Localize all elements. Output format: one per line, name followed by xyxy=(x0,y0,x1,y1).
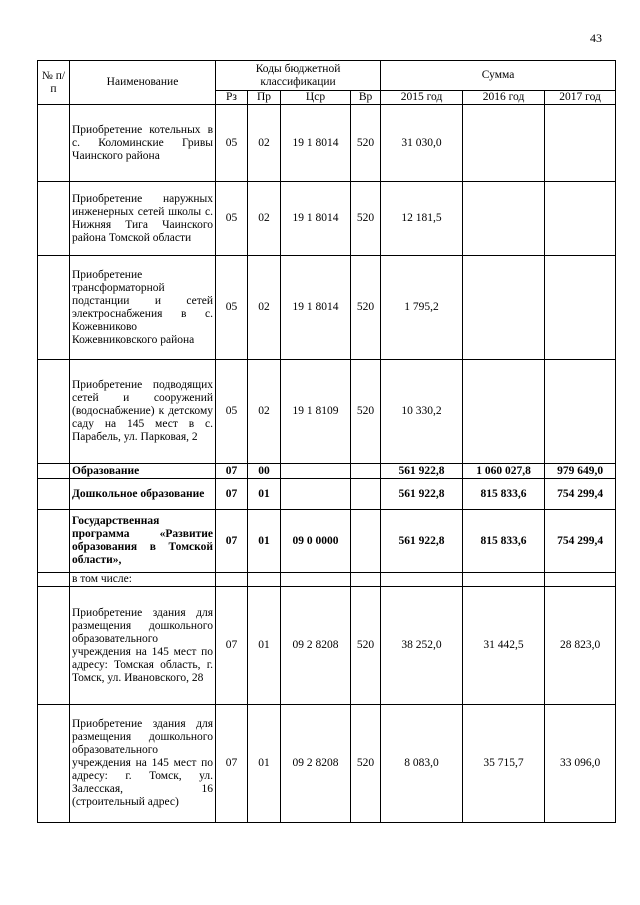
cell-csr xyxy=(281,479,351,510)
cell-csr: 19 1 8014 xyxy=(281,256,351,360)
cell-2015: 12 181,5 xyxy=(381,182,463,256)
header-codes: Коды бюджетной классификации xyxy=(216,61,381,91)
header-csr: Цср xyxy=(281,91,351,105)
header-row-top xyxy=(38,61,616,91)
cell-num xyxy=(38,705,70,823)
cell-2016 xyxy=(463,105,545,182)
cell-num xyxy=(38,360,70,464)
cell-2017 xyxy=(545,573,616,587)
cell-vr xyxy=(351,464,381,479)
cell-csr: 09 2 8208 xyxy=(281,587,351,705)
table-row xyxy=(38,464,616,479)
table-row xyxy=(38,105,616,182)
cell-csr: 19 1 8014 xyxy=(281,182,351,256)
cell-2016: 31 442,5 xyxy=(463,587,545,705)
cell-vr xyxy=(351,510,381,573)
header-2017: 2017 год xyxy=(545,91,616,105)
table-row xyxy=(38,573,616,587)
cell-2015: 561 922,8 xyxy=(381,479,463,510)
cell-num xyxy=(38,479,70,510)
cell-vr: 520 xyxy=(351,256,381,360)
cell-pr: 01 xyxy=(248,479,281,510)
cell-2016 xyxy=(463,256,545,360)
table-row xyxy=(38,587,616,705)
cell-pr: 01 xyxy=(248,587,281,705)
cell-pr: 02 xyxy=(248,360,281,464)
cell-name: в том числе: xyxy=(70,573,216,587)
cell-2015: 10 330,2 xyxy=(381,360,463,464)
cell-pr xyxy=(248,573,281,587)
cell-rz: 05 xyxy=(216,105,248,182)
cell-2017: 754 299,4 xyxy=(545,479,616,510)
cell-num xyxy=(38,256,70,360)
cell-pr: 02 xyxy=(248,182,281,256)
cell-pr: 01 xyxy=(248,510,281,573)
cell-num xyxy=(38,573,70,587)
cell-name: Приобретение котельных в с. Коломинские Гривы Чаинского района xyxy=(70,105,216,182)
cell-2017: 33 096,0 xyxy=(545,705,616,823)
cell-2016: 815 833,6 xyxy=(463,479,545,510)
cell-rz xyxy=(216,573,248,587)
cell-2015: 8 083,0 xyxy=(381,705,463,823)
cell-pr: 01 xyxy=(248,705,281,823)
cell-name: Приобретение трансформаторной подстанции и сетей электроснабжения в с. Кожевниково Кожевниковского района xyxy=(70,256,216,360)
cell-2017 xyxy=(545,105,616,182)
cell-2016 xyxy=(463,360,545,464)
cell-name: Приобретение наружных инженерных сетей школы с. Нижняя Тига Чаинского района Томской области xyxy=(70,182,216,256)
budget-table xyxy=(37,60,616,823)
cell-pr: 02 xyxy=(248,256,281,360)
cell-rz: 07 xyxy=(216,705,248,823)
cell-rz: 07 xyxy=(216,510,248,573)
cell-vr: 520 xyxy=(351,105,381,182)
cell-num xyxy=(38,587,70,705)
cell-num xyxy=(38,105,70,182)
cell-csr xyxy=(281,464,351,479)
cell-vr xyxy=(351,573,381,587)
cell-rz: 07 xyxy=(216,587,248,705)
cell-num xyxy=(38,464,70,479)
header-rz: Рз xyxy=(216,91,248,105)
cell-name: Приобретение подводящих сетей и сооружений (водоснабжение) к детскому саду на 145 мест в с. Парабель, ул. Парковая, 2 xyxy=(70,360,216,464)
cell-csr: 09 0 0000 xyxy=(281,510,351,573)
cell-2017: 28 823,0 xyxy=(545,587,616,705)
cell-csr: 09 2 8208 xyxy=(281,705,351,823)
cell-2016 xyxy=(463,182,545,256)
cell-rz: 05 xyxy=(216,256,248,360)
cell-rz: 05 xyxy=(216,182,248,256)
table-row xyxy=(38,360,616,464)
cell-name: Государственная программа «Развитие образования в Томской области», xyxy=(70,510,216,573)
cell-vr: 520 xyxy=(351,360,381,464)
cell-rz: 05 xyxy=(216,360,248,464)
cell-csr: 19 1 8109 xyxy=(281,360,351,464)
cell-vr: 520 xyxy=(351,587,381,705)
cell-2015: 38 252,0 xyxy=(381,587,463,705)
cell-2017 xyxy=(545,182,616,256)
cell-name: Приобретение здания для размещения дошкольного образовательного учреждения на 145 мест по адресу: Томская область, г. Томск, ул. Ивановского, 28 xyxy=(70,587,216,705)
cell-2016: 815 833,6 xyxy=(463,510,545,573)
header-num: № п/п xyxy=(38,61,70,105)
page-number: 43 xyxy=(590,31,602,45)
cell-num xyxy=(38,182,70,256)
cell-num xyxy=(38,510,70,573)
table-row xyxy=(38,182,616,256)
table-row xyxy=(38,705,616,823)
table-row xyxy=(38,479,616,510)
header-name: Наименование xyxy=(70,61,216,105)
cell-2017: 979 649,0 xyxy=(545,464,616,479)
cell-csr xyxy=(281,573,351,587)
cell-pr: 02 xyxy=(248,105,281,182)
cell-vr: 520 xyxy=(351,182,381,256)
header-2015: 2015 год xyxy=(381,91,463,105)
cell-2017 xyxy=(545,360,616,464)
cell-rz: 07 xyxy=(216,464,248,479)
cell-csr: 19 1 8014 xyxy=(281,105,351,182)
cell-2016 xyxy=(463,573,545,587)
header-2016: 2016 год xyxy=(463,91,545,105)
cell-name: Дошкольное образование xyxy=(70,479,216,510)
cell-2017: 754 299,4 xyxy=(545,510,616,573)
cell-2016: 1 060 027,8 xyxy=(463,464,545,479)
cell-pr: 00 xyxy=(248,464,281,479)
cell-2015: 31 030,0 xyxy=(381,105,463,182)
cell-2015: 561 922,8 xyxy=(381,464,463,479)
header-sum: Сумма xyxy=(381,61,616,91)
table-row xyxy=(38,510,616,573)
cell-2016: 35 715,7 xyxy=(463,705,545,823)
cell-2015: 561 922,8 xyxy=(381,510,463,573)
header-pr: Пр xyxy=(248,91,281,105)
header-vr: Вр xyxy=(351,91,381,105)
cell-2015 xyxy=(381,573,463,587)
cell-2017 xyxy=(545,256,616,360)
cell-name: Образование xyxy=(70,464,216,479)
cell-vr: 520 xyxy=(351,705,381,823)
table-row xyxy=(38,256,616,360)
cell-name: Приобретение здания для размещения дошкольного образовательного учреждения на 145 мест по адресу: г. Томск, ул. Залесская, 16 (строительный адрес) xyxy=(70,705,216,823)
cell-vr xyxy=(351,479,381,510)
cell-rz: 07 xyxy=(216,479,248,510)
cell-2015: 1 795,2 xyxy=(381,256,463,360)
